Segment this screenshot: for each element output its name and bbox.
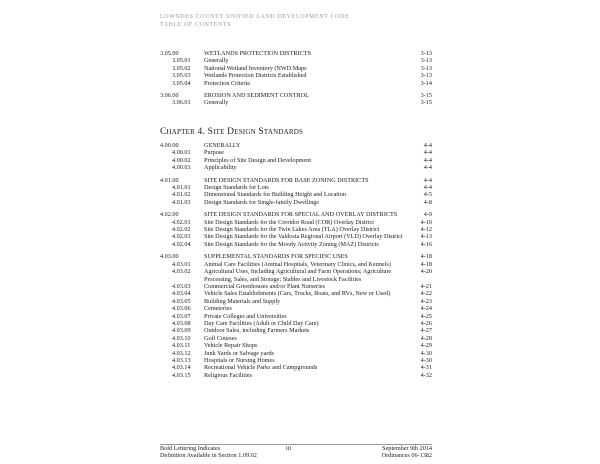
toc-entry-number: 4.03.10 bbox=[172, 334, 191, 342]
toc-entry-number: 3.06.01 bbox=[172, 99, 191, 107]
toc-subsection-entry[interactable] bbox=[160, 268, 432, 283]
toc-entry-number: 4.03.06 bbox=[172, 305, 191, 313]
toc-chapter-3-tail bbox=[160, 50, 432, 107]
toc-entry-page: 4-24 bbox=[420, 305, 432, 313]
toc-entry-page: 4-9 bbox=[423, 211, 432, 219]
toc-entry-title: Private Colleges and Universities bbox=[204, 312, 287, 320]
toc-subsection-entry[interactable] bbox=[160, 298, 432, 305]
toc-subsection-entry[interactable] bbox=[160, 372, 432, 379]
toc-entry-title: Vehicle Sales Establishments (Cars, Trucks, Boats, and RVs, New or Used) bbox=[204, 290, 391, 298]
toc-entry-number: 4.03.07 bbox=[172, 312, 191, 320]
toc-entry-title: Wetlands Protection Districts Established bbox=[204, 72, 307, 80]
toc-section-entry[interactable] bbox=[160, 142, 432, 149]
toc-subsection-entry[interactable] bbox=[160, 191, 432, 198]
toc-entry-title: WETLANDS PROTECTION DISTRICTS bbox=[204, 50, 311, 57]
toc-entry-number: 4.03.13 bbox=[172, 356, 191, 364]
toc-subsection-entry[interactable] bbox=[160, 313, 432, 320]
toc-entry-title: Golf Courses bbox=[204, 334, 237, 342]
toc-entry-page: 4-22 bbox=[420, 290, 432, 298]
header-title: LOWNDES COUNTY UNIFIED LAND DEVELOPMENT CODE bbox=[160, 14, 350, 20]
footer-note-line2: Definition Available in Section 1.09.02 bbox=[160, 452, 257, 460]
toc-section-entry[interactable] bbox=[160, 92, 432, 99]
toc-entry-number: 4.03.01 bbox=[172, 260, 191, 268]
toc-entry-number: 4.03.12 bbox=[172, 349, 191, 357]
toc-entry-title: Design Standards for Single-family Dwellings bbox=[204, 198, 319, 206]
toc-subsection-entry[interactable] bbox=[160, 99, 432, 106]
toc-entry-title: Site Design Standards for the Twin Lakes Area (TLA) Overlay District bbox=[204, 226, 380, 234]
toc-entry-title: Site Design Standards for the Moody Activity Zoning (MAZ) Districts bbox=[204, 240, 379, 248]
toc-entry-title: Religious Facilities bbox=[204, 371, 252, 379]
toc-entry-page: 4-4 bbox=[423, 184, 432, 192]
toc-entry-title: Animal Care Facilities (Animal Hospitals, Veterinary Clinics, and Kennels) bbox=[204, 260, 391, 268]
toc-entry-number: 4.00.00 bbox=[160, 142, 179, 149]
toc-entry-number: 4.03.09 bbox=[172, 327, 191, 335]
toc-entry-title: Commercial Greenhouses and/or Plant Nurseries bbox=[204, 282, 325, 290]
toc-entry-page: 4-28 bbox=[420, 334, 432, 342]
toc-entry-title: Building Materials and Supply bbox=[204, 297, 281, 305]
toc-subsection-entry[interactable] bbox=[160, 327, 432, 334]
toc-subsection-entry[interactable] bbox=[160, 342, 432, 349]
toc-entry-title: Site Design Standards for the Corridor Road (COR) Overlay District bbox=[204, 218, 374, 226]
toc-subsection-entry[interactable] bbox=[160, 364, 432, 371]
toc-entry-number: 4.02.04 bbox=[172, 240, 191, 248]
toc-entry-title: Dimensional Standards for Building Height and Location bbox=[204, 191, 346, 199]
toc-entry-number: 4.03.04 bbox=[172, 290, 191, 298]
toc-entry-title: SITE DESIGN STANDARDS FOR BASE ZONING DISTRICTS bbox=[204, 176, 369, 184]
toc-entry-number: 4.03.05 bbox=[172, 297, 191, 305]
toc-entry-page: 4-4 bbox=[423, 156, 432, 164]
footer-date: September 9th 2014 bbox=[382, 445, 432, 452]
toc-entry-page: 4-10 bbox=[420, 218, 432, 226]
toc-entry-number: 3.05.02 bbox=[172, 64, 191, 72]
toc-subsection-entry[interactable] bbox=[160, 320, 432, 327]
toc-entry-page: 4-30 bbox=[420, 349, 432, 357]
toc-chapter-4 bbox=[160, 142, 432, 379]
toc-entry-page: 4-4 bbox=[423, 164, 432, 172]
toc-entry-title: Day Care Facilities (Adult or Child Day Care) bbox=[204, 319, 319, 327]
toc-entry-number: 4.03.00 bbox=[160, 253, 179, 261]
toc-entry-page: 3-13 bbox=[420, 57, 432, 65]
toc-entry-title: GENERALLY bbox=[204, 142, 241, 149]
toc-entry-page: 4-31 bbox=[420, 364, 432, 372]
toc-entry-number: 4.01.02 bbox=[172, 191, 191, 199]
toc-entry-page: 4-4 bbox=[423, 176, 432, 184]
toc-entry-number: 3.06.00 bbox=[160, 92, 179, 100]
toc-section-entry[interactable] bbox=[160, 253, 432, 260]
toc-entry-number: 4.02.01 bbox=[172, 218, 191, 226]
toc-subsection-entry[interactable] bbox=[160, 199, 432, 206]
toc-entry-number: 3.05.01 bbox=[172, 57, 191, 65]
toc-subsection-entry[interactable] bbox=[160, 149, 432, 156]
toc-entry-page: 4-26 bbox=[420, 319, 432, 327]
toc-entry-number: 4.03.08 bbox=[172, 319, 191, 327]
toc-entry-page: 4-12 bbox=[420, 226, 432, 234]
toc-subsection-entry[interactable] bbox=[160, 157, 432, 164]
page-number: iii bbox=[286, 445, 292, 452]
toc-entry-title: Purpose bbox=[204, 149, 224, 157]
toc-entry-title: Site Design Standards for the Valdosta Regional Airport (VLD) Overlay District bbox=[204, 233, 403, 241]
toc-entry-page: 4-4 bbox=[423, 149, 432, 157]
toc-subsection-entry[interactable] bbox=[160, 226, 432, 233]
toc-subsection-entry[interactable] bbox=[160, 219, 432, 226]
running-header bbox=[160, 13, 349, 29]
toc-entry-page: 4-4 bbox=[423, 142, 432, 149]
toc-entry-number: 4.01.00 bbox=[160, 176, 179, 184]
toc-entry-number: 4.00.03 bbox=[172, 164, 191, 172]
toc-entry-number: 4.02.03 bbox=[172, 233, 191, 241]
toc-entry-title: Recreational Vehicle Parks and Campgrounds bbox=[204, 364, 318, 372]
toc-subsection-entry[interactable] bbox=[160, 164, 432, 171]
toc-subsection-entry[interactable] bbox=[160, 350, 432, 357]
toc-subsection-entry[interactable] bbox=[160, 357, 432, 364]
toc-entry-page: 4-8 bbox=[423, 198, 432, 206]
toc-entry-number: 4.03.15 bbox=[172, 371, 191, 379]
toc-subsection-entry[interactable] bbox=[160, 233, 432, 240]
toc-entry-page: 4-23 bbox=[420, 297, 432, 305]
toc-entry-title: Hospitals or Nursing Homes bbox=[204, 356, 275, 364]
toc-entry-number: 4.01.01 bbox=[172, 184, 191, 192]
toc-subsection-entry[interactable] bbox=[160, 241, 432, 248]
toc-entry-page: 3-13 bbox=[420, 50, 432, 57]
toc-entry-number: 4.01.03 bbox=[172, 198, 191, 206]
toc-entry-number: 4.00.01 bbox=[172, 149, 191, 157]
toc-entry-number: 4.00.02 bbox=[172, 156, 191, 164]
toc-entry-page: 3-13 bbox=[420, 64, 432, 72]
toc-subsection-entry[interactable] bbox=[160, 65, 432, 72]
toc-entry-number: 4.02.02 bbox=[172, 226, 191, 234]
toc-entry-title: Applicability bbox=[204, 164, 237, 172]
chapter-title: Chapter 4. Site Design Standards bbox=[160, 127, 304, 137]
header-subtitle: TABLE OF CONTENTS bbox=[160, 22, 232, 28]
toc-entry-page: 4-32 bbox=[420, 371, 432, 379]
toc-entry-number: 4.02.00 bbox=[160, 211, 179, 219]
toc-entry-page: 3-15 bbox=[420, 92, 432, 100]
toc-entry-page: 4-13 bbox=[420, 233, 432, 241]
toc-entry-number: 3.05.03 bbox=[172, 72, 191, 80]
toc-entry-page: 3-13 bbox=[420, 72, 432, 80]
toc-entry-title: SUPPLEMENTAL STANDARDS FOR SPECIFIC USES bbox=[204, 253, 348, 261]
toc-subsection-entry[interactable] bbox=[160, 80, 432, 87]
toc-subsection-entry[interactable] bbox=[160, 184, 432, 191]
toc-entry-page: 4-5 bbox=[423, 191, 432, 199]
toc-entry-page: 4-18 bbox=[420, 253, 432, 261]
toc-entry-page: 3-14 bbox=[420, 79, 432, 87]
toc-subsection-entry[interactable] bbox=[160, 335, 432, 342]
toc-section-entry[interactable] bbox=[160, 50, 432, 57]
toc-entry-title: SITE DESIGN STANDARDS FOR SPECIAL AND OVERLAY DISTRICTS bbox=[204, 211, 398, 219]
toc-subsection-entry[interactable] bbox=[160, 283, 432, 290]
toc-subsection-entry[interactable] bbox=[160, 57, 432, 64]
toc-entry-title: Agricultural Uses, Including Agricultural and Farm Operations; Agriculture Processing, Sales, and Storage; Stables and Livestock Facilities bbox=[204, 268, 392, 283]
toc-entry-page: 4-25 bbox=[420, 312, 432, 320]
toc-entry-number: 3.05.04 bbox=[172, 79, 191, 87]
toc-entry-title: Junk Yards or Salvage yards bbox=[204, 349, 274, 357]
toc-entry-title: National Wetland Inventory (NWD Maps bbox=[204, 64, 307, 72]
toc-entry-page: 4-20 bbox=[420, 268, 432, 276]
footer-note-line1: Bold Lettering Indicates bbox=[160, 445, 221, 452]
toc-entry-number: 4.03.14 bbox=[172, 364, 191, 372]
toc-entry-page: 4-27 bbox=[420, 327, 432, 335]
toc-subsection-entry[interactable] bbox=[160, 72, 432, 79]
toc-entry-title: Protection Criteria bbox=[204, 79, 250, 87]
toc-entry-title: Principles of Site Design and Development bbox=[204, 156, 312, 164]
toc-entry-page: 4-18 bbox=[420, 260, 432, 268]
toc-entry-title: Vehicle Repair Shops bbox=[204, 342, 258, 350]
toc-entry-page: 4-30 bbox=[420, 356, 432, 364]
toc-subsection-entry[interactable] bbox=[160, 305, 432, 312]
toc-subsection-entry[interactable] bbox=[160, 261, 432, 268]
toc-entry-title: Design Standards for Lots bbox=[204, 184, 269, 192]
toc-subsection-entry[interactable] bbox=[160, 290, 432, 297]
toc-section-entry[interactable] bbox=[160, 211, 432, 218]
toc-entry-title: Cemeteries bbox=[204, 305, 232, 313]
toc-entry-title: Outdoor Sales, including Farmers Markets bbox=[204, 327, 310, 335]
footer-ordinance: Ordinances 06-1382 bbox=[381, 452, 432, 460]
toc-entry-number: 4.03.11 bbox=[172, 342, 191, 350]
toc-entry-page: 4-21 bbox=[420, 282, 432, 290]
toc-entry-number: 4.03.02 bbox=[172, 268, 191, 276]
toc-entry-title: EROSION AND SEDIMENT CONTROL bbox=[204, 92, 309, 100]
toc-entry-number: 4.03.03 bbox=[172, 282, 191, 290]
toc-section-entry[interactable] bbox=[160, 177, 432, 184]
toc-entry-page: 4-16 bbox=[420, 240, 432, 248]
toc-entry-number: 3.05.00 bbox=[160, 50, 179, 57]
toc-entry-page: 3-15 bbox=[420, 99, 432, 107]
toc-entry-title: Generally bbox=[204, 99, 229, 107]
toc-entry-title: Generally bbox=[204, 57, 229, 65]
toc-entry-page: 4-29 bbox=[420, 342, 432, 350]
